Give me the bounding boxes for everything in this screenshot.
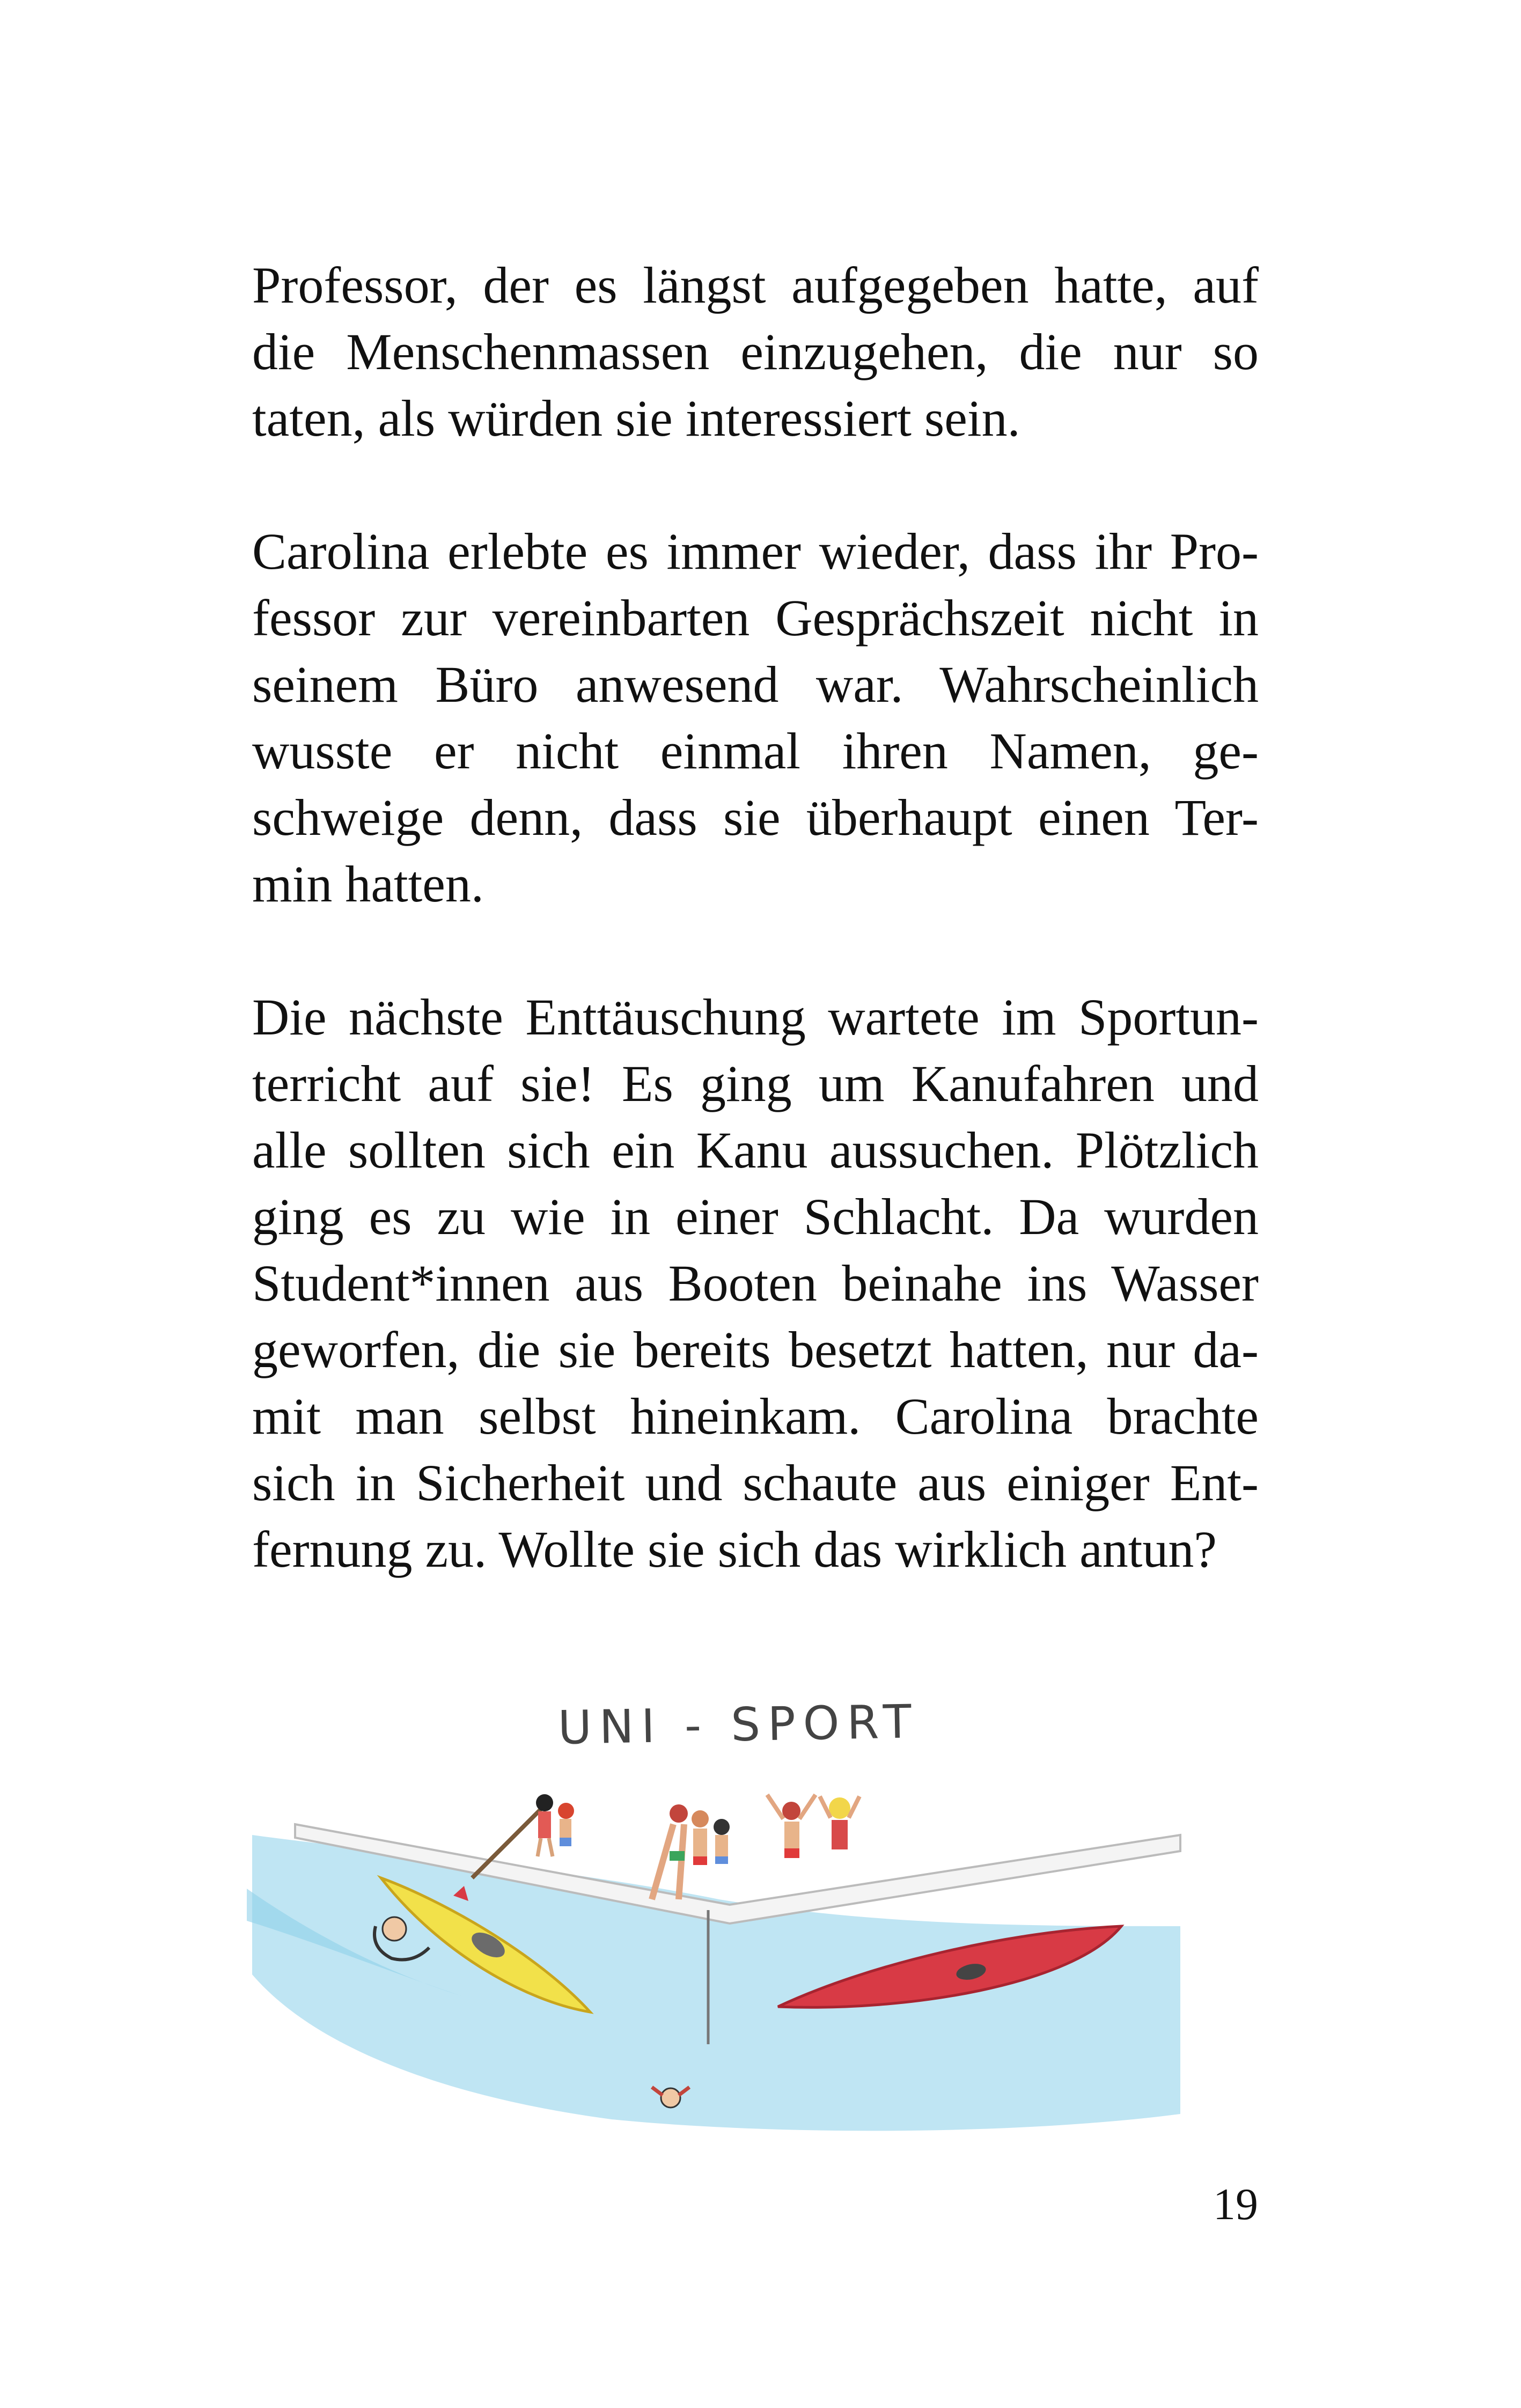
person-figure: [652, 1804, 688, 1899]
person-figure: [820, 1796, 859, 1849]
text-line: min hatten.: [252, 855, 484, 913]
paragraph-3: [252, 984, 1259, 1583]
text-line: geworfen, die sie bereits besetzt hatten, nur da-: [252, 1321, 1259, 1378]
text-line: alle sollten sich ein Kanu aussuchen. Plötzlich: [252, 1121, 1259, 1179]
illustration-caption: UNI - SPORT: [557, 1695, 920, 1755]
text-line: Die nächste Enttäuschung wartete im Sportun-: [252, 988, 1259, 1046]
text-line: Carolina erlebte es immer wieder, dass ihr Pro-: [252, 523, 1259, 580]
person-figure: [558, 1803, 574, 1846]
text-line: Student*innen aus Booten beinahe ins Wasser: [252, 1254, 1259, 1312]
water: [252, 1835, 1180, 2131]
person-figure: [767, 1795, 815, 1858]
paragraph-2: [252, 518, 1259, 917]
paragraph-1: [252, 252, 1259, 452]
person-figure: [714, 1819, 730, 1864]
text-line: wusste er nicht einmal ihren Namen, ge-: [252, 722, 1259, 780]
text-line: fernung zu. Wollte sie sich das wirklich antun?: [252, 1521, 1217, 1578]
text-line: mit man selbst hineinkam. Carolina brachte: [252, 1387, 1259, 1445]
text-line: Professor, der es längst aufgegeben hatte, auf: [252, 256, 1259, 314]
page-number: 19: [1213, 2179, 1258, 2229]
person-figure: [536, 1794, 553, 1856]
text-line: schweige denn, dass sie überhaupt einen Ter-: [252, 789, 1259, 846]
text-line: seinem Büro anwesend war. Wahrscheinlich: [252, 656, 1259, 713]
text-line: ging es zu wie in einer Schlacht. Da wurden: [252, 1188, 1259, 1245]
text-line: fessor zur vereinbarten Gesprächszeit nicht in: [252, 589, 1259, 647]
body-text: [252, 252, 1259, 1583]
text-line: taten, als würden sie interessiert sein.: [252, 390, 1020, 447]
text-line: sich in Sicherheit und schaute aus einiger Ent-: [252, 1454, 1259, 1511]
text-line: terricht auf sie! Es ging um Kanufahren und: [252, 1055, 1259, 1112]
text-line: die Menschenmassen einzugehen, die nur so: [252, 323, 1259, 380]
person-figure: [692, 1810, 709, 1865]
kayak-sport-illustration: [236, 1674, 1191, 2135]
